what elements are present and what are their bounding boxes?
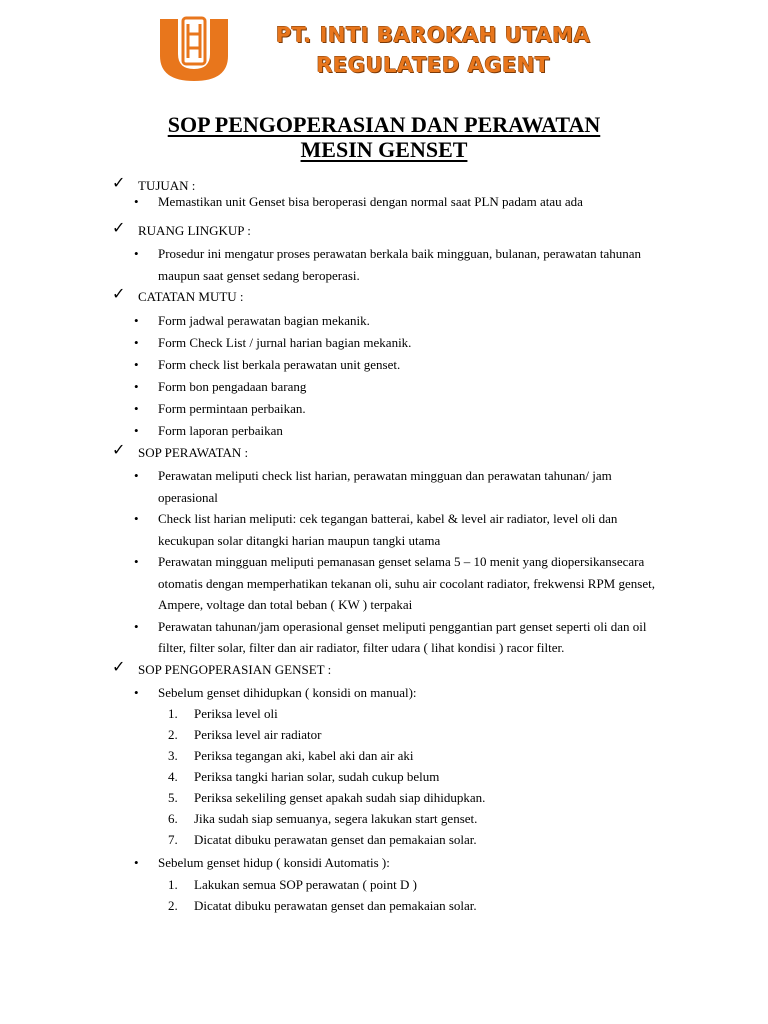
list-item: • Sebelum genset dihidupkan ( konsidi on manual): (112, 682, 672, 704)
bullet-list (112, 243, 672, 286)
section-label: SOP PENGOPERASIAN GENSET : (138, 661, 332, 677)
document-title (0, 112, 768, 162)
step-text: Dicatat dibuku perawatan genset dan pemakaian solar. (194, 832, 477, 847)
section-label: CATATAN MUTU : (138, 289, 244, 304)
numbered-item (112, 703, 672, 724)
step-number: 5. (168, 790, 178, 805)
bullet-list (112, 682, 672, 704)
numbered-list (112, 703, 672, 850)
company-name-line2: REGULATED AGENT (316, 53, 550, 77)
numbered-item (112, 895, 672, 916)
letterhead (155, 14, 615, 84)
list-item: • Form Check List / jurnal harian bagian mekanik. (112, 332, 672, 354)
numbered-item (112, 808, 672, 829)
step-number: 3. (168, 748, 178, 763)
step-number: 4. (168, 769, 178, 784)
numbered-item (112, 766, 672, 787)
checkmark-icon: ✓ (112, 218, 126, 237)
bullet-list (112, 852, 672, 874)
bullet-list (112, 310, 672, 442)
numbered-item (112, 829, 672, 850)
section-tujuan (112, 173, 672, 210)
company-logo-icon (155, 14, 233, 84)
list-item: • Form permintaan perbaikan. (112, 398, 672, 420)
step-number: 2. (168, 897, 178, 913)
section-sop-perawatan (112, 440, 672, 659)
section-sop-pengoperasian (112, 656, 672, 916)
checkmark-icon: ✓ (112, 173, 126, 192)
company-name (253, 20, 613, 80)
list-item: • Perawatan meliputi check list harian, perawatan mingguan dan perawatan tahunan/ jam operasional (112, 465, 672, 508)
title-line2: MESIN GENSET (300, 137, 468, 162)
section-label: SOP PERAWATAN : (138, 445, 249, 460)
list-item: • Prosedur ini mengatur proses perawatan berkala baik mingguan, bulanan, perawatan tahunan maupun saat genset sedang beroperasi. (112, 243, 672, 286)
section-label: RUANG LINGKUP : (138, 223, 251, 238)
step-number: 7. (168, 832, 178, 847)
list-item: • Form jadwal perawatan bagian mekanik. (112, 310, 672, 332)
step-text: Lakukan semua SOP perawatan ( point D ) (194, 876, 417, 892)
step-number: 6. (168, 811, 178, 826)
step-text: Periksa sekeliling genset apakah sudah siap dihidupkan. (194, 790, 486, 805)
list-item: • Form check list berkala perawatan unit genset. (112, 354, 672, 376)
step-text: Periksa level air radiator (194, 727, 322, 742)
checkmark-icon: ✓ (112, 656, 126, 676)
list-item: • Sebelum genset hidup ( konsidi Automatis ): (112, 852, 672, 874)
company-name-line1: PT. INTI BAROKAH UTAMA (275, 23, 591, 47)
list-item: • Form bon pengadaan barang (112, 376, 672, 398)
section-ruang-lingkup (112, 218, 672, 286)
step-text: Dicatat dibuku perawatan genset dan pemakaian solar. (194, 897, 477, 913)
step-text: Jika sudah siap semuanya, segera lakukan start genset. (194, 811, 478, 826)
step-text: Periksa level oli (194, 706, 278, 721)
step-text: Periksa tegangan aki, kabel aki dan air aki (194, 748, 414, 763)
document-body (112, 173, 672, 916)
list-item: • Perawatan tahunan/jam operasional genset meliputi penggantian part genset seperti oli dan oil filter, filter solar, filter dan air radiator, filter udara ( lihat kondisi ) racor filter. (112, 616, 672, 659)
list-item: • Form laporan perbaikan (112, 420, 672, 442)
step-number: 1. (168, 706, 178, 721)
step-text: Periksa tangki harian solar, sudah cukup belum (194, 769, 440, 784)
checkmark-icon: ✓ (112, 284, 126, 303)
list-item: • Perawatan mingguan meliputi pemanasan genset selama 5 – 10 menit yang diopersikansecara otomatis dengan memperhatikan tekanan oli, suhu air cocolant radiator, frekwensi RPM genset, Ampere, voltage dan total beban ( KW ) terpakai (112, 551, 672, 616)
numbered-item (112, 745, 672, 766)
numbered-item (112, 724, 672, 745)
section-label: TUJUAN : (138, 178, 196, 193)
numbered-list (112, 874, 672, 916)
bullet-list (112, 465, 672, 659)
checkmark-icon: ✓ (112, 440, 126, 459)
numbered-item (112, 874, 672, 895)
list-item: • Memastikan unit Genset bisa beroperasi dengan normal saat PLN padam atau ada (112, 194, 672, 210)
list-item: • Check list harian meliputi: cek tegangan batterai, kabel & level air radiator, level oli dan kecukupan solar ditangki harian maupun tangki utama (112, 508, 672, 551)
numbered-item (112, 787, 672, 808)
step-number: 1. (168, 876, 178, 892)
section-catatan-mutu (112, 284, 672, 442)
title-line1: SOP PENGOPERASIAN DAN PERAWATAN (167, 112, 601, 137)
bullet-list (112, 194, 672, 210)
step-number: 2. (168, 727, 178, 742)
